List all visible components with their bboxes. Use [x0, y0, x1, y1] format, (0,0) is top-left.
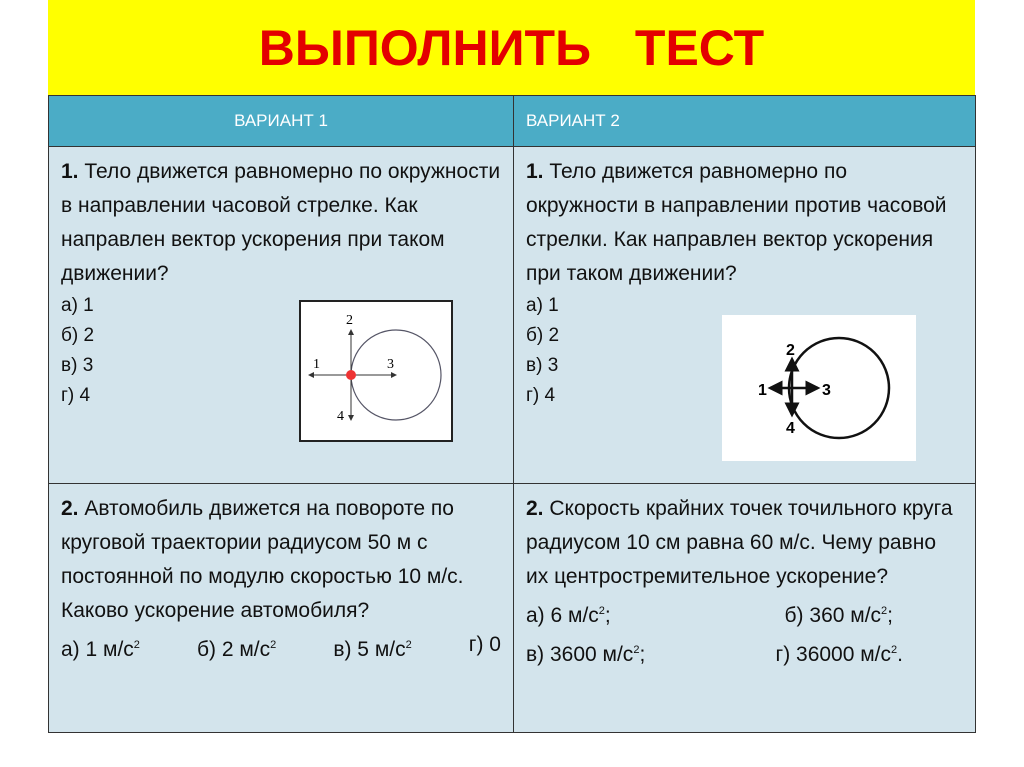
v2-question-2: [514, 484, 976, 733]
answer-option: б) 360 $м/с^2$;: [784, 604, 893, 627]
option: б) 2: [526, 325, 560, 346]
question-number: 1.: [526, 160, 544, 183]
answer-option: г) 0: [468, 633, 501, 656]
question-text: Скорость крайних точек точильного круга радиусом 10 см равна 60 м/с. Чему равно их центростремительное ускорение?: [526, 497, 953, 588]
question-number: 2.: [61, 497, 79, 520]
circle-diagram-clockwise: [299, 300, 453, 442]
answer-option: в) 3600 $м/с^2$;: [526, 643, 646, 666]
option: а) 1: [61, 295, 94, 316]
arrow-label: 1: [758, 382, 767, 399]
option: а) 1: [526, 295, 559, 316]
arrow-label: 3: [822, 382, 831, 399]
v1-question-1: [49, 147, 514, 484]
answer-option: г) 36000 $м/с^2$.: [775, 643, 903, 666]
circle-diagram-counterclockwise: [722, 315, 916, 461]
arrow-label: 4: [786, 420, 795, 437]
arrow-label: 1: [313, 357, 320, 372]
question-text: Тело движется равномерно по окружности в направлении часовой стрелке. Как направлен вектор ускорения при таком движении?: [61, 160, 501, 285]
test-table: [48, 95, 976, 733]
answer-option: а) 1 $м/с^2$: [61, 638, 140, 661]
question-number: 1.: [61, 160, 79, 183]
answer-option: а) 6 $м/с^2$;: [526, 604, 611, 627]
arrow-label: 4: [337, 409, 344, 424]
option: б) 2: [61, 325, 95, 346]
column-header-variant-2: ВАРИАНТ 2: [514, 96, 976, 147]
question-text: Автомобиль движется на повороте по круговой траектории радиусом 50 м с постоянной по модулю скоростью 10 м/с. Каково ускорение автомобиля?: [61, 497, 464, 622]
v2-question-1: [514, 147, 976, 484]
arrow-label: 2: [786, 342, 795, 359]
title-banner: [48, 0, 975, 95]
option: в) 3: [61, 355, 94, 376]
option: г) 4: [526, 385, 556, 406]
arrow-label: 2: [346, 313, 353, 328]
option: в) 3: [526, 355, 559, 376]
answer-option: б) 2 $м/с^2$: [196, 638, 277, 661]
arrow-label: 3: [387, 357, 394, 372]
page-title: ВЫПОЛНИТЬ ТЕСТ: [258, 19, 765, 76]
column-header-variant-1: ВАРИАНТ 1: [49, 96, 514, 147]
option: г) 4: [61, 385, 91, 406]
v1-question-2: [49, 484, 514, 733]
question-text: Тело движется равномерно по окружности в направлении против часовой стрелки. Как направлен вектор ускорения при таком движении?: [526, 160, 947, 285]
answer-option: в) 5 $м/с^2$: [333, 638, 412, 661]
question-number: 2.: [526, 497, 544, 520]
